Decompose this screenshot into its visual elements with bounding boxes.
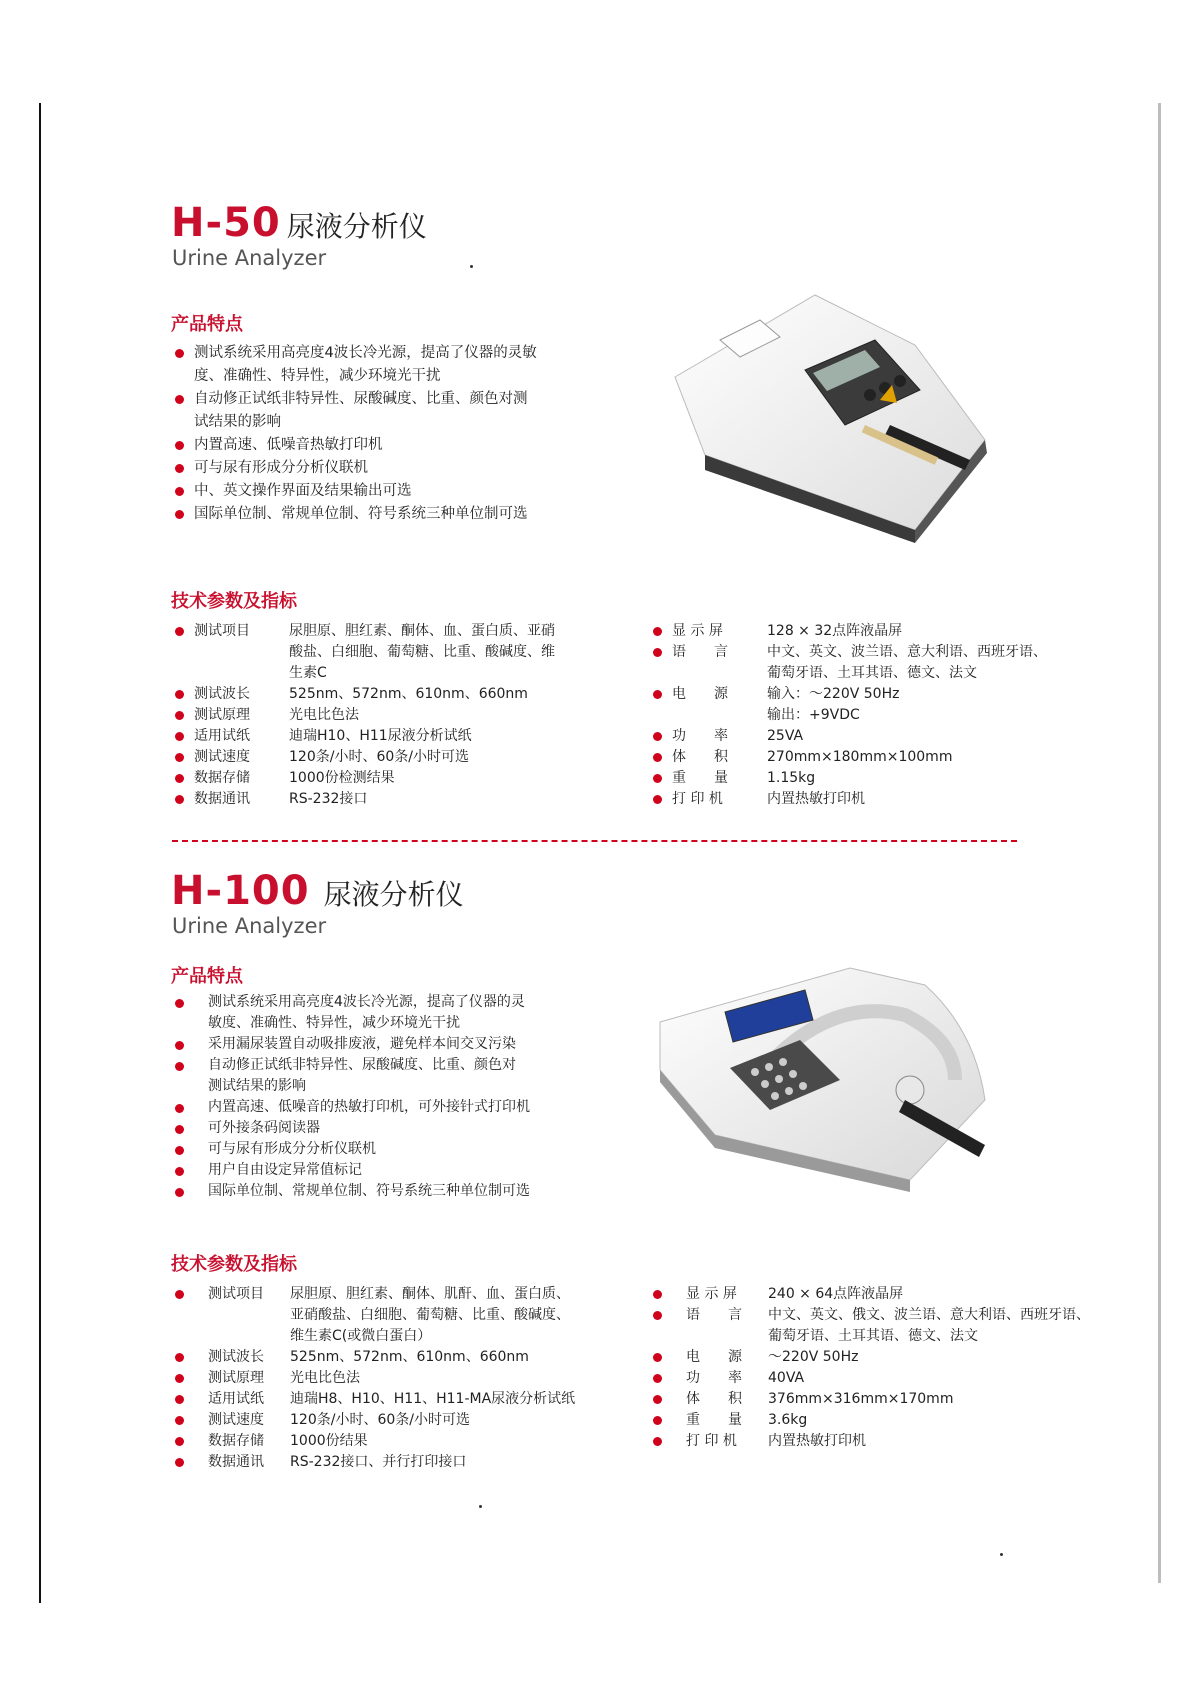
bullet-icon [653,753,662,762]
page-edge-left [39,103,41,1603]
spec-row: 数据通讯 RS-232接口、并行打印接口 [172,1452,642,1473]
specs-left [172,1284,642,1473]
spec-row: 测试项目 尿胆原、胆红素、酮体、肌酐、血、蛋白质、 亚硝酸盐、白细胞、葡萄糖、比重、酸碱度、 维生素C(或微白蛋白） [172,1284,642,1347]
features-heading: 产品特点 [171,966,243,987]
spec-row: 语 言 中文、英文、俄文、波兰语、意大利语、西班牙语、 葡萄牙语、土耳其语、德文、法文 [650,1305,1140,1347]
bullet-icon [175,1290,184,1299]
bullet-icon [653,690,662,699]
bullet-icon [653,1437,662,1446]
list-item: 国际单位制、常规单位制、符号系统三种单位制可选 [172,1181,642,1202]
spec-row: 打 印 机 内置热敏打印机 [650,789,1090,810]
product-title [171,868,464,914]
bullet-icon [175,1146,184,1155]
spec-row: 体 积 376mm×316mm×170mm [650,1389,1140,1410]
spec-row: 电 源 输入：～220V 50Hz 输出：+9VDC [650,684,1090,726]
bullet-icon [175,1062,184,1071]
h50-device-image [665,285,1010,555]
bullet-icon [175,487,184,496]
h100-device-image [655,960,1000,1210]
product-title [171,200,427,246]
bullet-icon [175,753,184,762]
bullet-icon [175,1188,184,1197]
bullet-icon [175,464,184,473]
bullet-icon [653,774,662,783]
spec-row: 测试原理 光电比色法 [172,1368,642,1389]
bullet-icon [653,648,662,657]
spec-row: 数据存储 1000份检测结果 [172,768,602,789]
list-item: 可与尿有形成分分析仪联机 [172,1139,642,1160]
bullet-icon [175,349,184,358]
list-item: 内置高速、低噪音的热敏打印机，可外接针式打印机 [172,1097,642,1118]
bullet-icon [175,711,184,720]
spec-row: 测试速度 120条/小时、60条/小时可选 [172,747,602,768]
section-divider [172,840,1017,842]
model-name: H-100 [171,868,310,914]
spec-row: 功 率 40VA [650,1368,1140,1389]
bullet-icon [175,1353,184,1362]
list-item: 测试系统采用高亮度4波长冷光源，提高了仪器的灵敏 度、准确性、特异性，减少环境光干扰 [172,342,592,388]
specs-heading: 技术参数及指标 [171,591,297,612]
bullet-icon [175,774,184,783]
list-item: 测试系统采用高亮度4波长冷光源，提高了仪器的灵 敏度、准确性、特异性，减少环境光干扰 [172,992,642,1034]
list-item: 自动修正试纸非特异性、尿酸碱度、比重、颜色对 测试结果的影响 [172,1055,642,1097]
bullet-icon [653,1311,662,1320]
spec-row: 测试波长 525nm、572nm、610nm、660nm [172,1347,642,1368]
spec-row: 重 量 3.6kg [650,1410,1140,1431]
bullet-icon [175,1041,184,1050]
bullet-icon [175,795,184,804]
specs-left [172,621,602,810]
product-name-en: Urine Analyzer [172,246,327,270]
bullet-icon [653,1374,662,1383]
spec-row: 适用试纸 迪瑞H10、H11尿液分析试纸 [172,726,602,747]
product-name-en: Urine Analyzer [172,914,327,938]
bullet-icon [175,1437,184,1446]
bullet-icon [175,510,184,519]
list-item: 内置高速、低噪音热敏打印机 [172,434,592,457]
list-item: 采用漏尿装置自动吸排废液，避免样本间交叉污染 [172,1034,642,1055]
list-item: 可与尿有形成分分析仪联机 [172,457,592,480]
bullet-icon [175,395,184,404]
spec-row: 测试原理 光电比色法 [172,705,602,726]
list-item: 自动修正试纸非特异性、尿酸碱度、比重、颜色对测 试结果的影响 [172,388,592,434]
spec-row: 测试波长 525nm、572nm、610nm、660nm [172,684,602,705]
bullet-icon [653,1416,662,1425]
bullet-icon [175,627,184,636]
spec-row: 电 源 ～220V 50Hz [650,1347,1140,1368]
spec-row: 打 印 机 内置热敏打印机 [650,1431,1140,1452]
list-item: 用户自由设定异常值标记 [172,1160,642,1181]
scan-speck [479,1505,482,1508]
bullet-icon [653,1395,662,1404]
page-edge-right [1158,103,1161,1583]
bullet-icon [175,1458,184,1467]
list-item: 可外接条码阅读器 [172,1118,642,1139]
bullet-icon [653,1353,662,1362]
spec-row: 测试速度 120条/小时、60条/小时可选 [172,1410,642,1431]
features-list [172,342,592,526]
bullet-icon [175,732,184,741]
features-heading: 产品特点 [171,314,243,335]
spec-row: 重 量 1.15kg [650,768,1090,789]
features-list [172,992,642,1202]
scan-speck [470,265,473,268]
spec-row: 语 言 中文、英文、波兰语、意大利语、西班牙语、 葡萄牙语、土耳其语、德文、法文 [650,642,1090,684]
spec-row: 体 积 270mm×180mm×100mm [650,747,1090,768]
bullet-icon [175,999,184,1008]
bullet-icon [175,441,184,450]
bullet-icon [653,627,662,636]
spec-row: 数据存储 1000份结果 [172,1431,642,1452]
bullet-icon [175,690,184,699]
scan-speck [1000,1553,1003,1556]
bullet-icon [175,1125,184,1134]
spec-row: 功 率 25VA [650,726,1090,747]
spec-row: 显 示 屏 240 × 64点阵液晶屏 [650,1284,1140,1305]
bullet-icon [653,732,662,741]
specs-right [650,621,1090,810]
product-name-cn: 尿液分析仪 [323,878,464,911]
spec-row: 显 示 屏 128 × 32点阵液晶屏 [650,621,1090,642]
bullet-icon [175,1374,184,1383]
bullet-icon [175,1104,184,1113]
bullet-icon [653,795,662,804]
list-item: 国际单位制、常规单位制、符号系统三种单位制可选 [172,503,592,526]
model-name: H-50 [171,200,281,246]
bullet-icon [175,1416,184,1425]
product-name-cn: 尿液分析仪 [286,210,427,243]
specs-heading: 技术参数及指标 [171,1254,297,1275]
bullet-icon [175,1395,184,1404]
specs-right [650,1284,1140,1452]
bullet-icon [175,1167,184,1176]
spec-row: 测试项目 尿胆原、胆红素、酮体、血、蛋白质、亚硝 酸盐、白细胞、葡萄糖、比重、酸碱度、维 生素C [172,621,602,684]
spec-row: 数据通讯 RS-232接口 [172,789,602,810]
list-item: 中、英文操作界面及结果输出可选 [172,480,592,503]
bullet-icon [653,1290,662,1299]
spec-row: 适用试纸 迪瑞H8、H10、H11、H11-MA尿液分析试纸 [172,1389,642,1410]
